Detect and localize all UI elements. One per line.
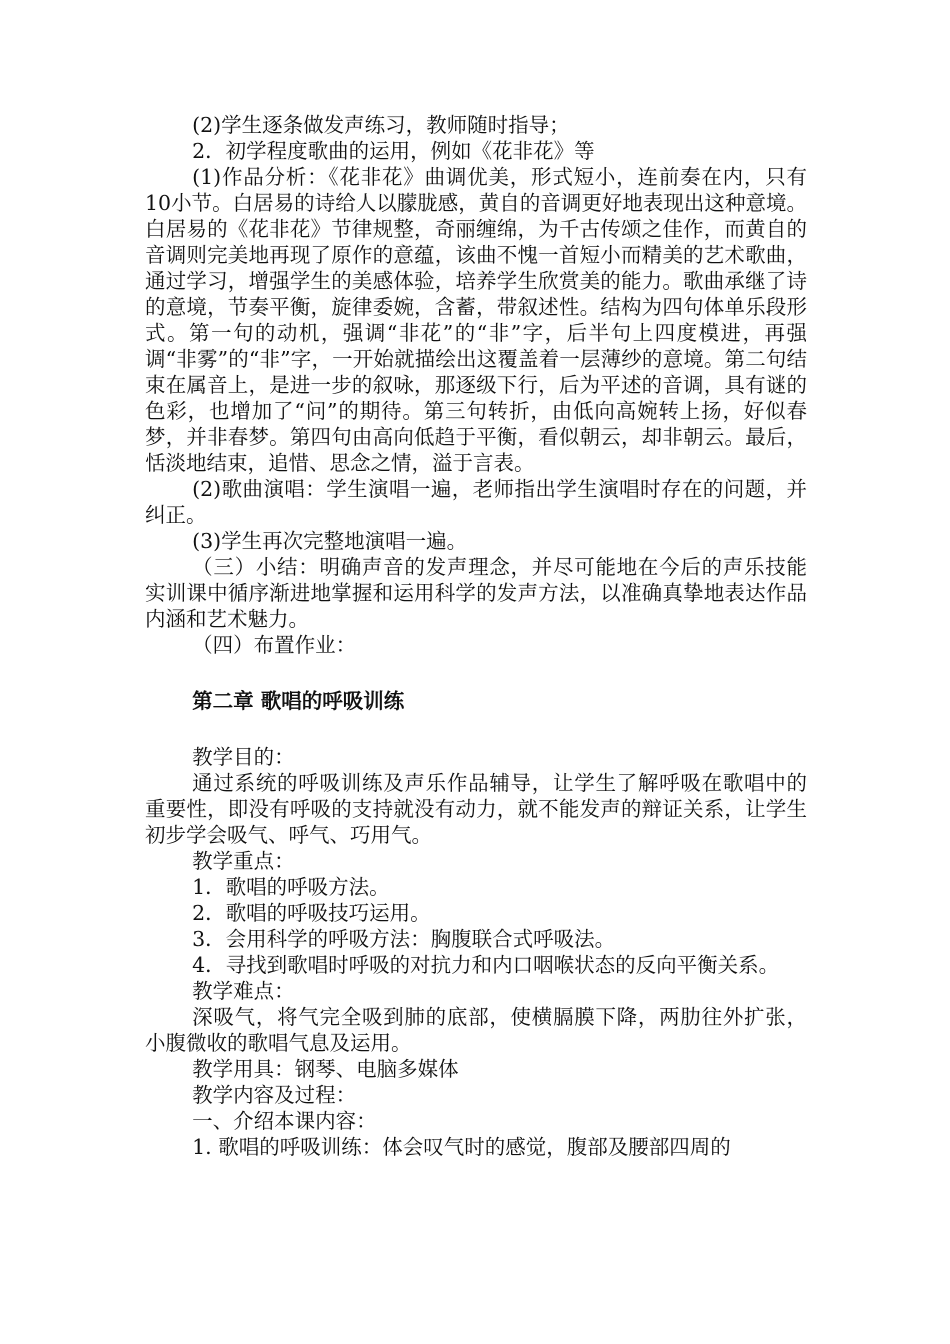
paragraph: 4．寻找到歌唱时呼吸的对抗力和内口咽喉状态的反向平衡关系。 (192, 953, 780, 977)
paragraph: 教学重点： (192, 849, 295, 873)
paragraph: （四）布置作业： (192, 633, 357, 657)
paragraph: (2)歌曲演唱：学生演唱一遍，老师指出学生演唱时存在的问题，并纠正。 (145, 477, 807, 527)
paragraph: 深吸气，将气完全吸到肺的底部，使横膈膜下降，两肋往外扩张，小腹微收的歌唱气息及运用。 (145, 1005, 807, 1055)
paragraph: 一、介绍本课内容： (192, 1109, 377, 1133)
paragraph: 1. 歌唱的呼吸训练：体会叹气时的感觉，腹部及腰部四周的 (192, 1135, 731, 1159)
paragraph: 教学难点： (192, 979, 295, 1003)
paragraph: (2)学生逐条做发声练习，教师随时指导； (192, 113, 570, 137)
paragraph: 2．初学程度歌曲的运用，例如《花非花》等 (192, 139, 595, 163)
paragraph: (1)作品分析：《花非花》曲调优美，形式短小，连前奏在内，只有10小节。白居易的诗给人以朦胧感，黄自的音调更好地表现出这种意境。白居易的《花非花》节律规整，奇丽缠绵，为千古传颂之佳作，而黄自的音调则完美地再现了原作的意蕴，该曲不愧一首短小而精美的艺术歌曲，通过学习，增强学生的美感体验，培养学生欣赏美的能力。歌曲承继了诗的意境，节奏平衡，旋律委婉，含蓄，带叙述性。结构为四句体单乐段形式。第一句的动机，强调“非花”的“非”字，后半句上四度模进，再强调“非雾”的“非”字，一开始就描绘出这覆盖着一层薄纱的意境。第二句结束在属音上，是进一步的叙咏，那逐级下行，后为平述的音调，具有谜的色彩，也增加了“问”的期待。第三句转折，由低向高婉转上扬，好似春梦，并非春梦。第四句由高向低趋于平衡，看似朝云，却非朝云。最后，恬淡地结束，追惜、思念之情，溢于言表。 (145, 165, 807, 475)
paragraph: 2．歌唱的呼吸技巧运用。 (192, 901, 431, 925)
paragraph: 教学目的： (192, 745, 295, 769)
paragraph: 教学内容及过程： (192, 1083, 357, 1107)
paragraph: 3．会用科学的呼吸方法：胸腹联合式呼吸法。 (192, 927, 616, 951)
paragraph: 通过系统的呼吸训练及声乐作品辅导，让学生了解呼吸在歌唱中的重要性，即没有呼吸的支持就没有动力，就不能发声的辩证关系，让学生初步学会吸气、呼气、巧用气。 (145, 771, 807, 847)
paragraph: 教学用具：钢琴、电脑多媒体 (192, 1057, 459, 1081)
chapter-heading: 第二章 歌唱的呼吸训练 (192, 689, 405, 713)
paragraph: (3)学生再次完整地演唱一遍。 (192, 529, 468, 553)
document-page (145, 112, 807, 1160)
paragraph: 1．歌唱的呼吸方法。 (192, 875, 390, 899)
paragraph: （三）小结：明确声音的发声理念，并尽可能地在今后的声乐技能实训课中循序渐进地掌握和运用科学的发声方法，以准确真挚地表达作品内涵和艺术魅力。 (145, 555, 807, 631)
